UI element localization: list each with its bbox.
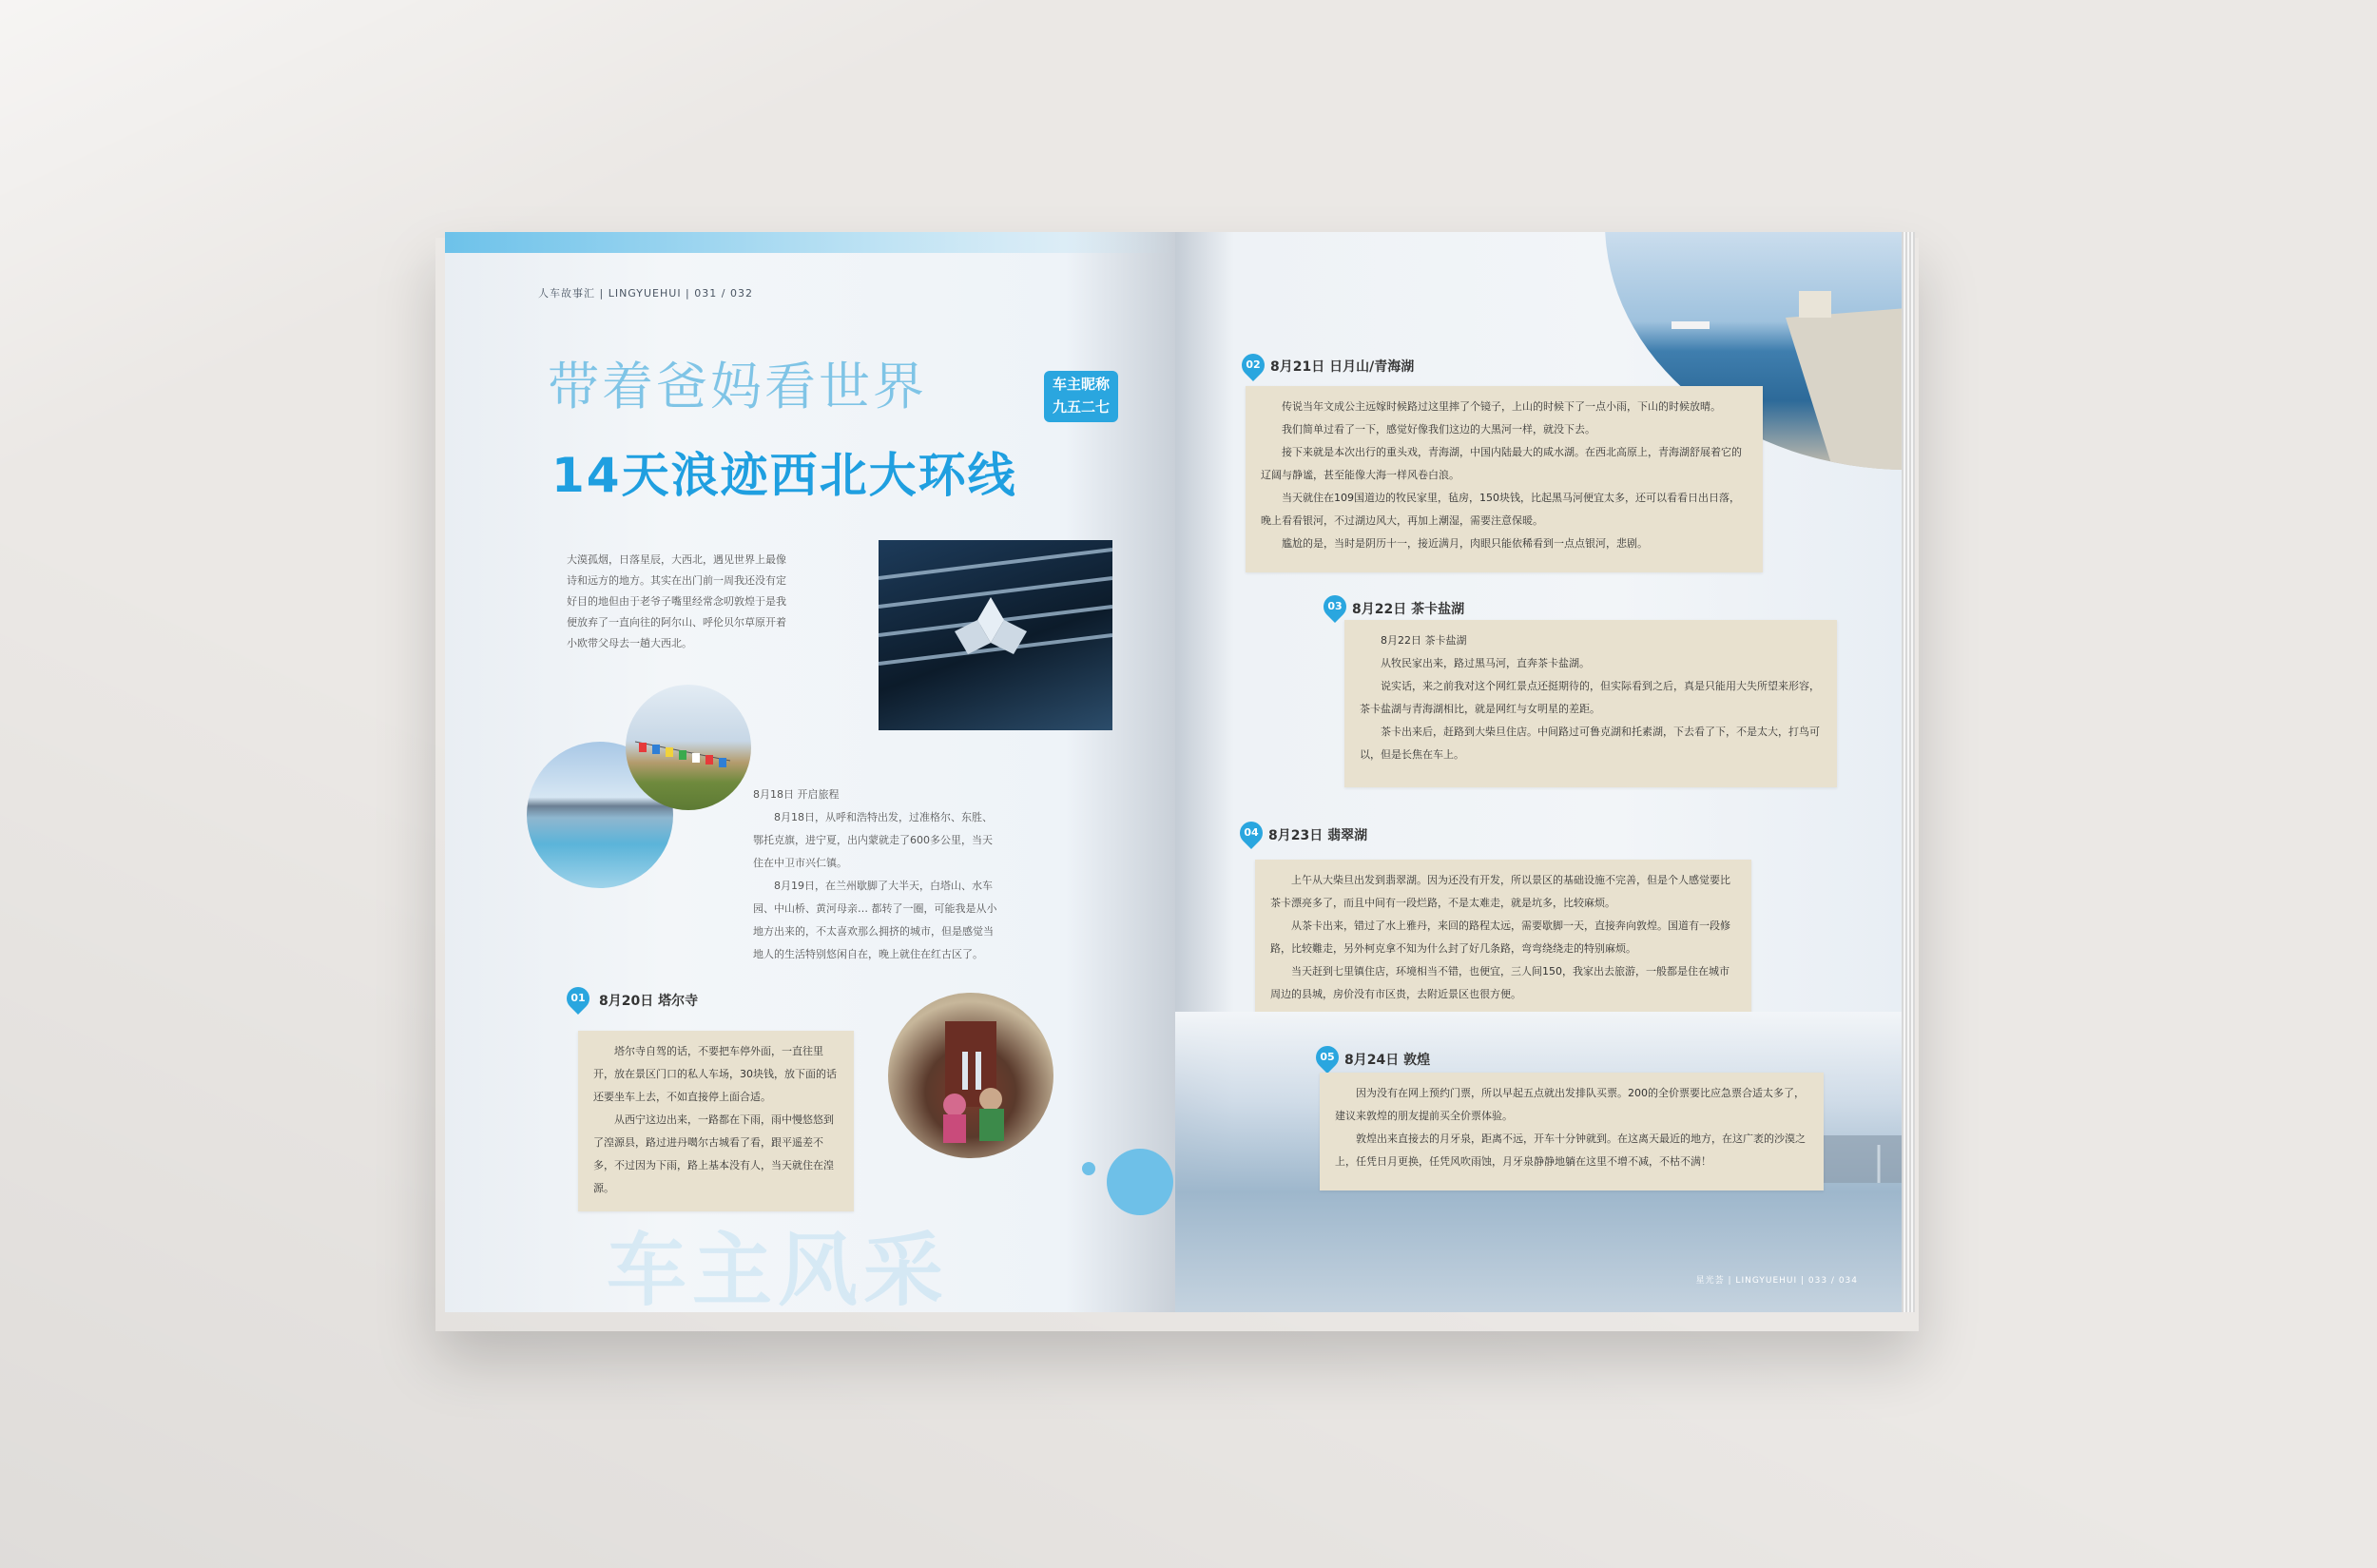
day3-textbox bbox=[1344, 620, 1837, 787]
title-main: 带着爸妈看世界 bbox=[548, 357, 927, 416]
decor-dot-small bbox=[1082, 1162, 1095, 1175]
day4-paragraph-3: 当天赶到七里镇住店，环境相当不错，也便宜，三人间150，我家出去旅游，一般都是住在城市周边的县城，房价没有市区贵，去附近景区也很方便。 bbox=[1270, 965, 1730, 1000]
page-footer: 星光荟 | LINGYUEHUI | 033 / 034 bbox=[1695, 1276, 1858, 1286]
day2-paragraph-1: 传说当年文成公主远嫁时候路过这里摔了个镜子，上山的时候下了一点小雨，下山的时候放晴。 bbox=[1282, 400, 1721, 413]
day3-paragraph-2: 说实话，来之前我对这个网红景点还挺期待的，但实际看到之后，真是只能用大失所望来形容，茶卡盐湖与青海湖相比，就是网红与女明星的差距。 bbox=[1360, 680, 1820, 715]
prayer-flags-circle-photo bbox=[626, 685, 751, 810]
day1-paragraph-1: 塔尔寺自驾的话，不要把车停外面，一直往里开，放在景区门口的私人车场，30块钱，放下面的话还要坐车上去，不如直接停上面合适。 bbox=[593, 1045, 837, 1103]
day1-paragraph-2: 从西宁这边出来，一路都在下雨，雨中慢悠悠到了湟源县，路过进丹噶尔古城看了看，跟平遥差不多，不过因为下雨，路上基本没有人，当天就住在湟源。 bbox=[593, 1113, 834, 1194]
day3-paragraph-1: 从牧民家出来，路过黑马河，直奔茶卡盐湖。 bbox=[1381, 657, 1590, 669]
day4-paragraph-1: 上午从大柴旦出发到翡翠湖。因为还没有开发，所以景区的基础设施不完善，但是个人感觉要比茶卡漂亮多了，而且中间有一段烂路，不是太难走，就是坑多，比较麻烦。 bbox=[1270, 874, 1730, 909]
day0-paragraph-1: 8月18日，从呼和浩特出发，过准格尔、东胜、鄂托克旗，进宁夏，出内蒙就走了600多公里，当天住在中卫市兴仁镇。 bbox=[753, 811, 993, 869]
day2-paragraph-2: 我们简单过看了一下，感觉好像我们这边的大黑河一样，就没下去。 bbox=[1282, 423, 1595, 436]
couple-graphic bbox=[888, 993, 1053, 1158]
day2-paragraph-4: 当天就住在109国道边的牧民家里，毡房，150块钱，比起黑马河便宜太多，还可以看看日出日落，晚上看看银河，不过湖边风大，再加上潮湿，需要注意保暖。 bbox=[1261, 492, 1740, 527]
day2-number: 02 bbox=[1246, 358, 1261, 371]
intro-text: 大漠孤烟，日落星辰，大西北，遇见世界上最像诗和远方的地方。其实在出门前一周我还没有定好目的地但由于老爷子嘴里经常念叨敦煌于是我便放弃了一直向往的阿尔山、呼伦贝尔草原开着小欧带父母去一趟大西北。 bbox=[567, 553, 786, 649]
left-page bbox=[445, 232, 1175, 1312]
car-grille-photo bbox=[879, 540, 1112, 730]
day5-paragraph-2: 敦煌出来直接去的月牙泉，距离不远，开车十分钟就到。在这离天最近的地方，在这广袤的沙漠之上，任凭日月更换，任凭风吹雨蚀，月牙泉静静地躺在这里不增不减，不枯不满！ bbox=[1335, 1132, 1806, 1168]
title-sub: 14天浪迹西北大环线 bbox=[551, 448, 1017, 503]
top-accent-bar bbox=[445, 232, 1175, 253]
page-header: 人车故事汇 | LINGYUEHUI | 031 / 032 bbox=[538, 287, 753, 300]
day2-title: 8月21日 日月山/青海湖 bbox=[1270, 359, 1415, 375]
day5-number: 05 bbox=[1320, 1051, 1335, 1063]
car-logo-icon bbox=[879, 540, 1112, 730]
day5-title: 8月24日 敦煌 bbox=[1344, 1053, 1431, 1068]
day4-number: 04 bbox=[1244, 826, 1259, 839]
flags-graphic bbox=[626, 685, 751, 810]
day1-textbox bbox=[578, 1031, 854, 1211]
section-watermark: 车主风采 bbox=[607, 1224, 950, 1312]
day0-paragraph-2: 8月19日，在兰州歇脚了大半天，白塔山、水车园、中山桥、黄河母亲… 都转了一圈，可能我是从小地方出来的，不太喜欢那么拥挤的城市，但是感觉当地人的生活特别悠闲自在，晚上就住在红古区了。 bbox=[753, 880, 997, 960]
day5-textbox bbox=[1320, 1073, 1824, 1191]
badge-line2: 九五二七 bbox=[1052, 398, 1110, 416]
day3-subtitle: 8月22日 茶卡盐湖 bbox=[1381, 634, 1467, 647]
day3-title: 8月22日 茶卡盐湖 bbox=[1352, 602, 1465, 617]
decor-dot-large bbox=[1107, 1149, 1173, 1215]
day2-textbox bbox=[1246, 386, 1763, 572]
day0-column bbox=[753, 784, 1002, 966]
day4-title: 8月23日 翡翠湖 bbox=[1268, 828, 1368, 843]
day3-paragraph-3: 茶卡出来后，赶路到大柴旦住店。中间路过可鲁克湖和托素湖，下去看了下，不是太大，打鸟可以，但是长焦在车上。 bbox=[1360, 726, 1820, 761]
page-edges bbox=[1902, 232, 1915, 1312]
day1-title: 8月20日 塔尔寺 bbox=[599, 994, 699, 1009]
day2-paragraph-5: 尴尬的是，当时是阴历十一，接近满月，肉眼只能依稀看到一点点银河，悲剧。 bbox=[1282, 537, 1648, 550]
day4-paragraph-2: 从茶卡出来，错过了水上雅丹，来回的路程太远，需要歇脚一天，直接奔向敦煌。国道有一段修路，比较難走，另外柯克拿不知为什么封了好几条路，弯弯绕绕走的特别麻烦。 bbox=[1270, 920, 1730, 955]
badge-line1: 车主昵称 bbox=[1052, 376, 1110, 393]
right-page bbox=[1175, 232, 1907, 1312]
day1-number: 01 bbox=[570, 992, 586, 1004]
day0-title: 8月18日 开启旅程 bbox=[753, 788, 840, 801]
day5-paragraph-1: 因为没有在网上预约门票，所以早起五点就出发排队买票。200的全价票要比应急票合适太多了，建议来敦煌的朋友提前买全价票体验。 bbox=[1335, 1087, 1805, 1122]
day2-paragraph-3: 接下来就是本次出行的重头戏，青海湖，中国内陆最大的咸水湖。在西北高原上，青海湖舒展着它的辽阔与静谧，甚至能像大海一样风卷白浪。 bbox=[1261, 446, 1742, 481]
day3-number: 03 bbox=[1327, 600, 1343, 612]
temple-couple-circle-photo bbox=[888, 993, 1053, 1158]
day4-textbox bbox=[1255, 860, 1751, 1023]
author-badge bbox=[1044, 371, 1118, 422]
